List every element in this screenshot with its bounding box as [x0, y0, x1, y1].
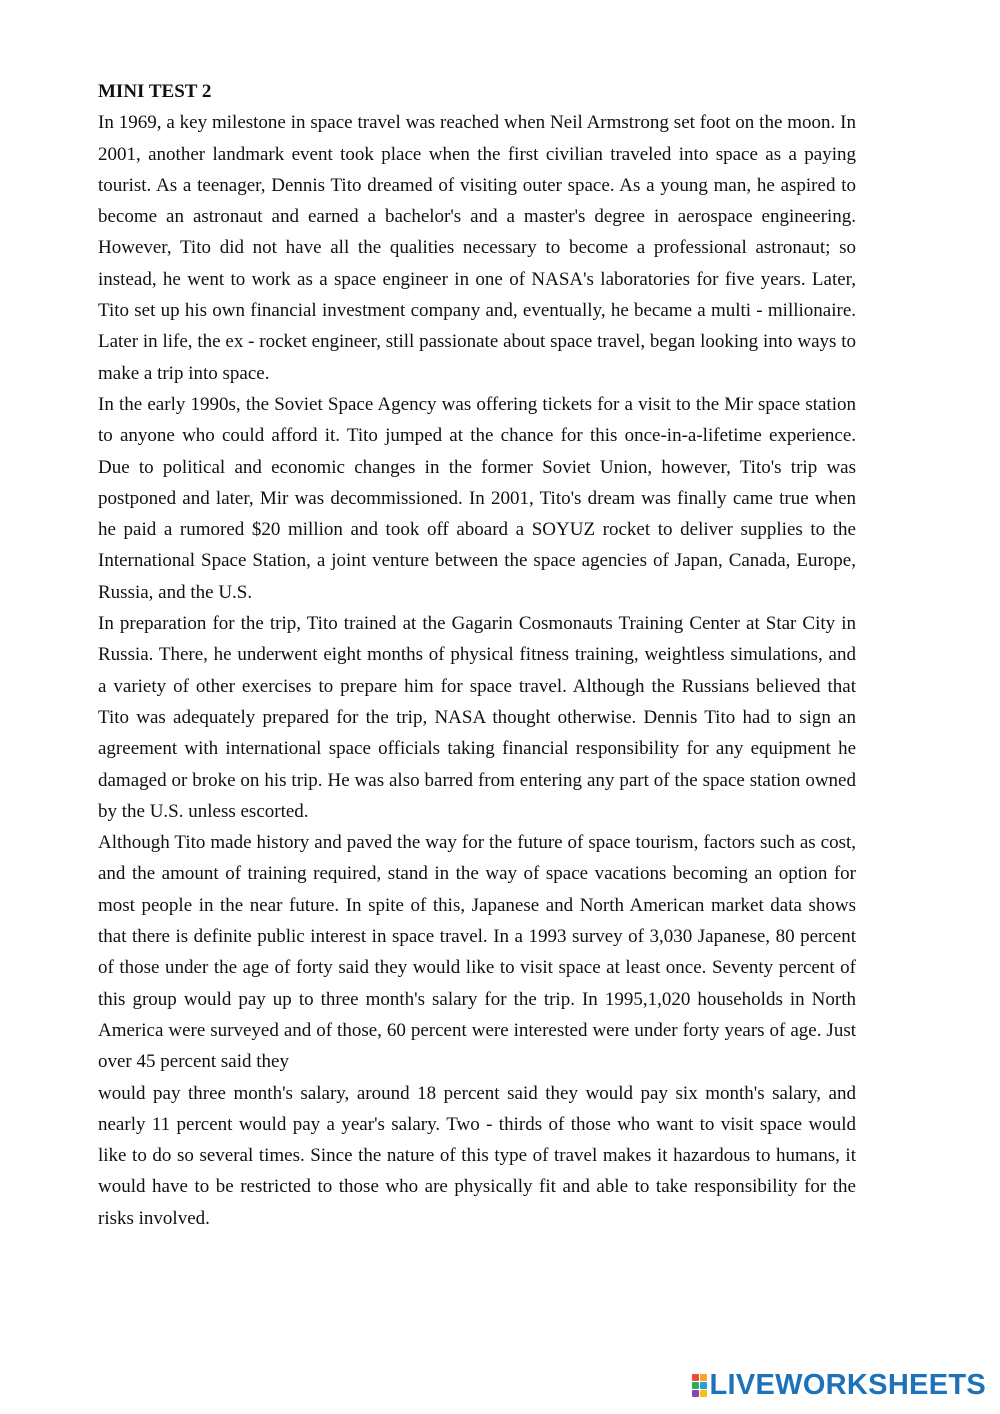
paragraph-1: In 1969, a key milestone in space travel was reached when Neil Armstrong set foot on the moon. In 2001, another landmark event took place when the first civilian traveled into space as a paying tourist. As a teenager, Dennis Tito dreamed of visiting outer space. As a young man, he aspired to become an astronaut and earned a bachelor's and a master's degree in aerospace engineering. However, Tito did not have all the qualities necessary to become a professional astronaut; so instead, he went to work as a space engineer in one of NASA's laboratories for five years. Later, Tito set up his own financial investment company and, eventually, he became a multi - millionaire. Later in life, the ex - rocket engineer, still passionate about space travel, began looking into ways to make a trip into space. — [98, 112, 856, 384]
logo-square-4 — [700, 1382, 707, 1389]
logo-square-2 — [700, 1374, 707, 1381]
worksheet-page — [98, 76, 856, 1234]
paragraph-5: would pay three month's salary, around 18 percent said they would pay six month's salary, and nearly 11 percent would pay a year's salary. Two - thirds of those who want to visit space would like to do so several times. Since the nature of this type of travel makes it hazardous to humans, it would have to be restricted to those who are physically fit and able to take responsibility for the risks involved. — [98, 1082, 856, 1229]
page-title: MINI TEST 2 — [98, 81, 212, 102]
logo-square-1 — [692, 1374, 699, 1381]
paragraph-4: Although Tito made history and paved the way for the future of space tourism, factors such as cost, and the amount of training required, stand in the way of space vacations becoming an option for most people in the near future. In spite of this, Japanese and North American market data shows that there is definite public interest in space travel. In a 1993 survey of 3,030 Japanese, 80 percent of those under the age of forty said they would like to visit space at least once. Seventy percent of this group would pay up to three month's salary for the trip. In 1995,1,020 households in North America were surveyed and of those, 60 percent were interested were under forty years of age. Just over 45 percent said they — [98, 832, 856, 1073]
logo-square-5 — [692, 1390, 699, 1397]
logo-square-3 — [692, 1382, 699, 1389]
logo-text: LIVEWORKSHEETS — [709, 1368, 986, 1401]
paragraph-3: In preparation for the trip, Tito trained at the Gagarin Cosmonauts Training Center at Star City in Russia. There, he underwent eight months of physical fitness training, weightless simulations, and a variety of other exercises to prepare him for space travel. Although the Russians believed that Tito was adequately prepared for the trip, NASA thought otherwise. Dennis Tito had to sign an agreement with international space officials taking financial responsibility for any equipment he damaged or broke on his trip. He was also barred from entering any part of the space station owned by the U.S. unless escorted. — [98, 613, 856, 822]
liveworksheets-logo-icon — [692, 1374, 707, 1397]
logo-square-6 — [700, 1390, 707, 1397]
paragraph-2: In the early 1990s, the Soviet Space Agency was offering tickets for a visit to the Mir space station to anyone who could afford it. Tito jumped at the chance for this once-in-a-lifetime experience. Due to political and economic changes in the former Soviet Union, however, Tito's trip was postponed and later, Mir was decommissioned. In 2001, Tito's dream was finally came true when he paid a rumored $20 million and took off aboard a SOYUZ rocket to deliver supplies to the International Space Station, a joint venture between the space agencies of Japan, Canada, Europe, Russia, and the U.S. — [98, 393, 856, 603]
liveworksheets-logo — [692, 1368, 987, 1402]
